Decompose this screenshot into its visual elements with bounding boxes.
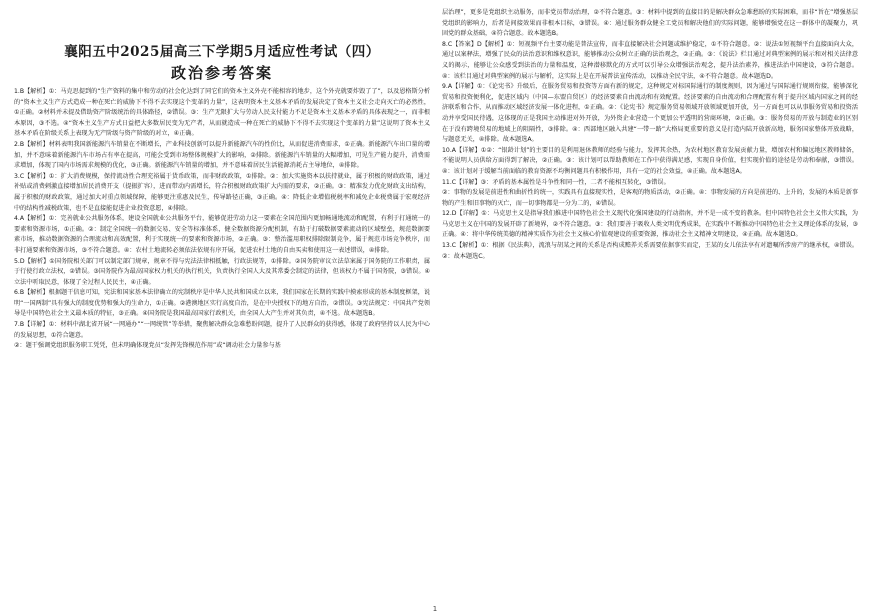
answer-paragraph: ②：题干强调党组织服务职工凭凭，但未明确体现党员“发挥先锋模范作用”或“调动社会力量参与基 [14, 342, 281, 350]
answer-paragraph: 9.A【详解】①：《论宪书》升级后，在服务贸易和投资等方面有新的规定，这种规定对标国际通行的制度规则，因为通过与国际通行规则衔接，能够深化贸易和投资便利化，促进区域内（中国—东盟自贸区）的经济要素自由流动和有效配置。经济要素的自由流动和合理配置有利于提升区域内国家之间的经济联系和合作，从而推动区域经济发展一体化进程，①正确。②：《论宪书》规定服务贸易领域开放领域更加开放，另一方面也可以从事服务贸易和投资活动并享受国民待遇，这体现的正是我国主动推进对外开放，为外资企业营造一个更加公平透明的营商环境，②正确。③：服务贸易的开放与制造业的区别在于没有跨境贸易的地域上的阻隔性，③排除。④：西部地区融入共建“一带一路”大格局更重要的意义是打造内陆开放新高地，服务国家整体开放战略，与题意无关，④排除。故本题选A。 [442, 83, 858, 144]
left-column [14, 8, 430, 609]
answer-paragraph: 10.A【详解】①②：“银龄计划”的主要目的是利用退休教师的经验与能力，发挥其余热，为农村地区教育发展贡献力量，增加农村和偏远地区教师储备，不能说明人员供给方面得到了解决，②正确。③：该计划可以帮助教师在工作中获得满足感，实现自身价值，但实现价值的途径是劳动和奉献，③错误。④：该计划对于缓解当前面临的教育资源不均衡问题具有积极作用，具有一定的社会效益，④正确。故本题选A。 [442, 146, 858, 175]
answer-paragraph: 11.C【详解】③：矛盾的基本属性是斗争性和同一性，二者不能相互转化，③错误。 [442, 178, 670, 186]
answer-paragraph: 7.B【详解】①：材料中湖北省开展“一网通办”“一网统管”等举措，聚焦解决群众急难愁盼问题，提升了人民群众的获得感，体现了政府坚持以人民为中心的发展思想，①符合题意。 [14, 321, 430, 339]
answer-paragraph: 13.C【解析】①：根据《民法典》，流浪与胡某之间的关系是否构成赡养关系需要依据事实而定，王某的女儿依法享有对遗嘱所涉房产的继承权，④错误。②：故本题选C。 [442, 242, 858, 260]
answer-paragraph: 6.B【解析】根据题干信息可知，宪法和国家基本法律确立的宪制秩序是中华人民共和国成立以来，我们国家在长期的实践中摸索形成的基本制度框架，说明“一国两制”具有强大的制度优势和强大的生命力，①正确。②港澳地区实行高度自治，是在中央授权下的地方自治，②错误。③宪法规定：中国共产党领导是中国特色社会主义最本质的特征，③正确。④国务院是我国最高国家行政机关，由全国人大产生并对其负责，④不选。故本题选B。 [14, 289, 430, 318]
two-column-layout [14, 8, 858, 609]
document-subtitle: 政治参考答案 [170, 64, 273, 82]
answer-paragraph: 2.B【解析】材料表明我国新能源汽车销量在不断增长，产业科技创新可以提升新能源汽车的性价比，从而促进消费需求，①正确。新能源汽车出口量的增加，并不意味着新能源汽车市场占有率在提高，可能会受到市场整体规模扩大的影响，②排除。新能源汽车销量的大幅增加，可见生产能力提升，消费需求增加，体现了国内市场需求规模的优化，③正确。新能源汽车销量的增加，并不意味着居民生活能源消耗占主导地位，④排除。 [14, 140, 430, 170]
answer-paragraph: 5.D【解析】①国务院相关部门可以制定部门规章，规章不得与宪法法律相抵触，行政法规等，①排除。②国务院审议立法草案属于国务院的工作职责，属于行使行政立法权，②错误。③国务院作为最高国家权力机关的执行机关，负责执行全国人大及其常委会制定的法律，但该权力不属于国务院，③错误。④立法中听取民意，体现了全过程人民民主，④正确。 [14, 257, 430, 286]
answer-paragraph: 12.D【详解】①：马克思主义是指导我们推进中国特色社会主义现代化强国建设的行动指南，并不是一成不变的教条。但中国特色社会主义伟大实践，为马克思主义在中国的发展开辟了新境界，②不符合题意。③：我们要善于吸收人类文明优秀成果，在实践中不断推动中国特色社会主义理论体系的发展，③正确。④：将中华传统美德的精神实质作为社会主义核心价值观建设的重要资源，推动社会主义精神文明建设，④正确。故本题选D。 [442, 210, 858, 239]
answer-paragraph: 层治理”，更多是党组织主动服务，而非党员带动治理，②不符合题意。③：材料中提到的直接目的是解决群众急难愁盼的实际困难，而非“旨在”增强基层党组织的影响力，后者是间接效果而非根本目标，③错误。④：通过服务群众健全工党员和解决他们的实际问题，能够增强党在这一群体中的凝聚力，巩固党的群众基础，④符合题意。故本题选B。 [442, 9, 858, 38]
document-header [14, 44, 430, 83]
document-title: 襄阳五中2025届高三下学期5月适应性考试（四） [64, 44, 380, 60]
page-number: 1 [432, 605, 438, 613]
right-column [442, 8, 858, 609]
answer-paragraph: 3.C【解析】①：扩大消费规模，保持流动性合理充裕属于货币政策，而非财政政策，①排除。②：加大实施资本以扶持就业，属于积极的财政政策，通过补贴或消费刺激直接增加居民消费开支（提振扩容），进而带动内需增长，符合积极财政政策扩大内需的要求，②正确。③：精准发力优化财政支出结构，属于积极的财政政策，通过加大对重点领域保障，能够更注重惠及民生，传导路径正确，③正确。④：降低企业增值税税率和减免企业税费属于宏观经济中的结构性减税政策，也不是直接能促进企业投资意愿，④排除。 [14, 172, 430, 212]
answer-paragraph: ②：事物的发展是前进性和曲折性的统一，实践具有直接现实性，是客观的物质活动，②正确。④：事物发展的方向是前进的、上升的，发展的本质是新事物的产生和旧事物的灭亡，而一切事物都是一分为二的，④错误。 [442, 189, 858, 207]
answer-paragraph: 8.C【答案】D【解析】①：短视频平台主要功能是普法宣传，而非直接解决社会问题或维护稳定，①不符合题意。②：说法①短视频平台直接面向大众，通过以案释法，增强了民众的法治意识和维权意识，能够推动公众树立正确的法治观念，②正确。③：《说法》栏目通过对典型案例的展示和对相关法律意义的揭示，能够让公众感受到法治的力量和温度，这种潜移默化的方式可以引导公众增强法治观念，提升法治素养，推进法治中国建设，③符合题意。④：该栏目通过对典型案例的展示与解析，这实际上是在开展普法宣传活动，以推动全民守法，④不符合题意。故本题选D。 [442, 40, 858, 80]
answer-paragraph: 4.A【解析】①：完善就业公共服务体系，建设全国就业公共服务平台，能够促进劳动力这一要素在全国范围内更加畅通地流动和配置，有利于打通统一的要素和资源市场，①正确。②：制定全国统一的数据交易、安全等标准体系，健全数据资源分配机制，有助于打破数据要素流动的区域壁垒，规范数据要素市场，推动数据资源的合理流动和高效配置，利于实现统一的要素和资源市场，②正确。③：整治滥用职权排除限制竞争，属于规范市场竞争秩序，而非打通要素和资源市场，③不符合题意。④：农村土地流转必须依法依规有序开展，促进农村土地的自由买卖和使用这一表述错误，④排除。 [14, 215, 430, 254]
answer-paragraph: 1.B【解析】①：马克思提到的“生产资料的集中和劳动的社会化达到了同它们的资本主义外壳不能相容的地步，这个外壳就要炸毁了了”，以及恩格斯分析的“资本主义生产方式造成一种在死亡的威胁下不得不去实现这个变革的力量”，这表明资本主义基本矛盾的发展决定了资本主义社会走向灭亡的必然性，①正确。②材料并未提及借助资产阶级统治的具体路径，②错误。③：生产无限扩大与劳动人民支付能力不足是资本主义基本矛盾的具体表现之一，而非根本原因，③不选。④“资本主义生产方式日益把大多数居民变为无产者，从而就造成一种在死亡的威胁下不得不去实现这个变革的力量”这说明了资本主义基本矛盾在阶级关系上表现为无产阶级与资产阶级的对立，④正确。 [14, 88, 430, 138]
